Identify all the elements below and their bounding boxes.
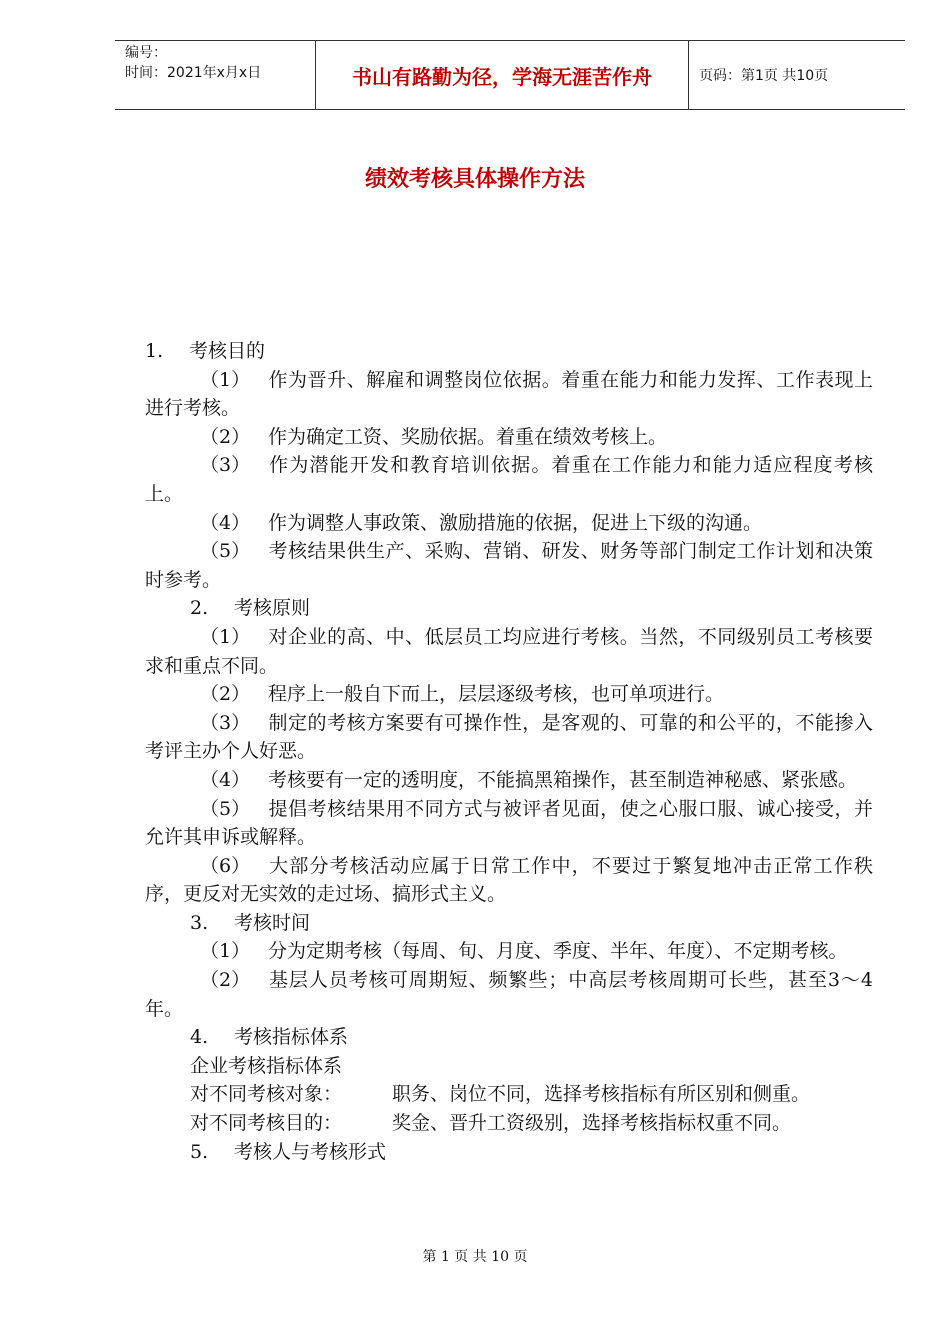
list-item bbox=[145, 766, 873, 795]
item-text: 作为晋升、解雇和调整岗位依据。着重在能力和能力发挥、工作表现上进行考核。 bbox=[145, 368, 873, 420]
item-number: （2） bbox=[200, 425, 251, 448]
criteria-text: 职务、岗位不同，选择考核指标有所区别和侧重。 bbox=[392, 1083, 811, 1106]
list-item bbox=[145, 366, 873, 423]
item-number: （1） bbox=[200, 940, 251, 963]
section-heading bbox=[145, 1138, 873, 1167]
criteria-label: 对不同考核目的： bbox=[190, 1112, 343, 1135]
section-title: 考核人与考核形式 bbox=[234, 1140, 387, 1163]
item-text: 程序上一般自下而上，层层逐级考核，也可单项进行。 bbox=[268, 683, 725, 706]
header-motto: 书山有路勤为径，学海无涯苦作舟 bbox=[315, 41, 689, 109]
item-text: 考核要有一定的透明度，不能搞黑箱操作，甚至制造神秘感、紧张感。 bbox=[268, 768, 858, 791]
item-text: 作为调整人事政策、激励措施的依据，促进上下级的沟通。 bbox=[268, 511, 763, 534]
list-item bbox=[145, 680, 873, 709]
section-title: 考核时间 bbox=[234, 911, 311, 934]
section-number: 5. bbox=[190, 1140, 209, 1163]
list-item bbox=[145, 966, 873, 1023]
section-number: 2. bbox=[190, 597, 209, 620]
item-number: （1） bbox=[200, 368, 251, 391]
list-item bbox=[145, 937, 873, 966]
item-text: 制定的考核方案要有可操作性，是客观的、可靠的和公平的，不能掺入考评主办个人好恶。 bbox=[145, 711, 873, 763]
header-meta bbox=[115, 41, 315, 109]
item-number: （3） bbox=[200, 454, 251, 477]
time-label: 时间：2021年x月x日 bbox=[125, 65, 262, 81]
section-number: 4. bbox=[190, 1026, 209, 1049]
criteria-label: 对不同考核对象： bbox=[190, 1083, 343, 1106]
list-item bbox=[145, 537, 873, 594]
item-number: （3） bbox=[200, 711, 251, 734]
section-heading bbox=[145, 1023, 873, 1052]
item-text: 大部分考核活动应属于日常工作中，不要过于繁复地冲击正常工作秩序，更反对无实效的走过场、搞形式主义。 bbox=[145, 854, 873, 906]
item-number: （1） bbox=[200, 625, 251, 648]
item-number: （5） bbox=[200, 797, 251, 820]
item-number: （4） bbox=[200, 768, 251, 791]
list-item bbox=[145, 852, 873, 909]
criteria-text: 奖金、晋升工资级别，选择考核指标权重不同。 bbox=[392, 1112, 792, 1135]
list-item bbox=[145, 451, 873, 508]
section-number: 3. bbox=[190, 911, 209, 934]
list-item bbox=[145, 509, 873, 538]
item-number: （2） bbox=[200, 969, 251, 992]
item-text: 提倡考核结果用不同方式与被评者见面，使之心服口服、诚心接受，并允许其申诉或解释。 bbox=[145, 797, 873, 849]
item-text: 分为定期考核（每周、旬、月度、季度、半年、年度）、不定期考核。 bbox=[268, 940, 848, 963]
item-text: 对企业的高、中、低层员工均应进行考核。当然，不同级别员工考核要求和重点不同。 bbox=[145, 625, 873, 677]
list-item bbox=[145, 623, 873, 680]
item-number: （2） bbox=[200, 683, 251, 706]
section-heading bbox=[145, 594, 873, 623]
section-title: 考核原则 bbox=[234, 597, 311, 620]
header-page-info: 页码：第1页 共10页 bbox=[699, 68, 829, 84]
item-number: （5） bbox=[200, 540, 251, 563]
item-text: 作为潜能开发和教育培训依据。着重在工作能力和能力适应程度考核上。 bbox=[145, 454, 873, 505]
section-title: 考核目的 bbox=[189, 340, 266, 362]
item-number: （4） bbox=[200, 511, 251, 534]
section-number: 1. bbox=[145, 340, 164, 362]
list-item bbox=[145, 795, 873, 852]
item-text: 考核结果供生产、采购、营销、研发、财务等部门制定工作计划和决策时参考。 bbox=[145, 540, 873, 591]
subheading: 企业考核指标体系 bbox=[190, 1054, 343, 1077]
document-title: 绩效考核具体操作方法 bbox=[364, 167, 585, 192]
list-item bbox=[145, 423, 873, 452]
document-body bbox=[145, 337, 873, 1166]
section-title: 考核指标体系 bbox=[234, 1026, 349, 1049]
criteria-line bbox=[145, 1080, 873, 1109]
serial-label: 编号： bbox=[125, 45, 167, 61]
list-item bbox=[145, 709, 873, 766]
item-text: 基层人员考核可周期短、频繁些；中高层考核周期可长些，甚至3～4年。 bbox=[145, 969, 873, 1020]
item-text: 作为确定工资、奖励依据。着重在绩效考核上。 bbox=[268, 425, 668, 448]
item-number: （6） bbox=[200, 854, 251, 877]
header-table bbox=[115, 40, 905, 110]
section-heading bbox=[145, 909, 873, 938]
page-footer: 第 1 页 共 10 页 bbox=[422, 1249, 528, 1265]
section-heading bbox=[145, 337, 873, 366]
criteria-line bbox=[145, 1109, 873, 1138]
